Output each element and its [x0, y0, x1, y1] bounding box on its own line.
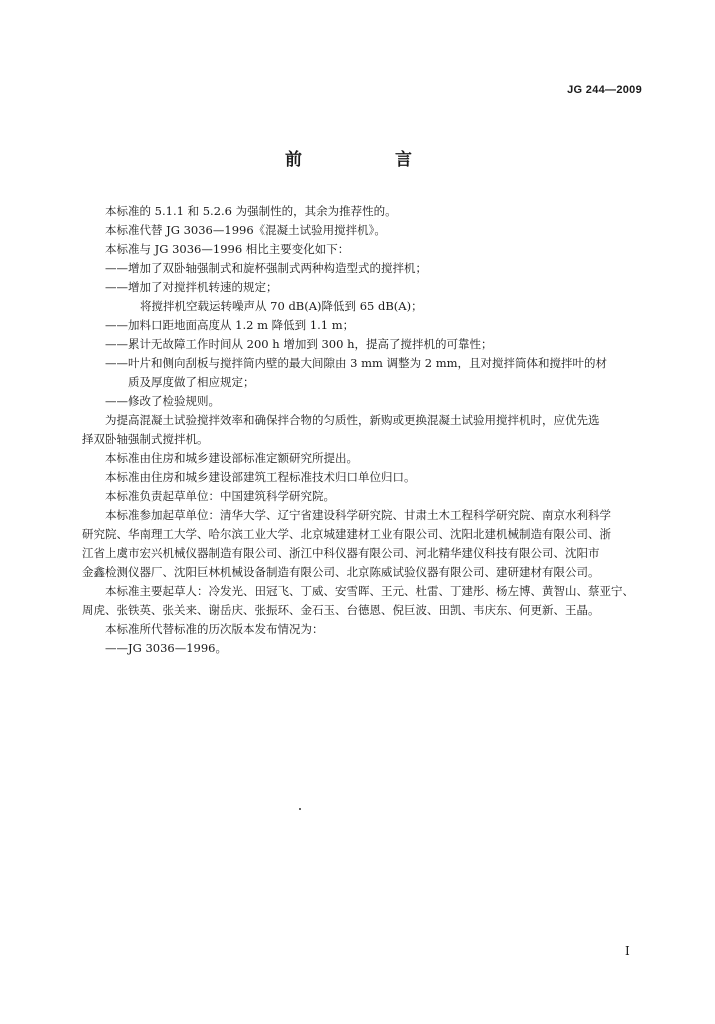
paragraph-participating-units-continuation: 研究院、华南理工大学、哈尔滨工业大学、北京城建建材工业有限公司、沈阳北建机械制造有限公司、浙 [82, 527, 611, 541]
history-item: ——JG 3036—1996。 [105, 641, 227, 655]
page-title: 前 言 [285, 150, 450, 170]
document-body [82, 202, 642, 658]
paragraph-centralized-by: 本标准由住房和城乡建设部建筑工程标准技术归口单位归口。 [105, 470, 416, 484]
standard-code: JG 244—2009 [567, 84, 642, 96]
paragraph-history: 本标准所代替标准的历次版本发布情况为： [105, 622, 324, 636]
paragraph-changes-intro: 本标准与 JG 3036—1996 相比主要变化如下： [105, 242, 350, 256]
paragraph-participating-units: 本标准参加起草单位：清华大学、辽宁省建设科学研究院、甘肃土木工程科学研究院、南京水利科学 [105, 508, 611, 522]
change-item: ——累计无故障工作时间从 200 h 增加到 300 h，提高了搅拌机的可靠性； [105, 337, 493, 351]
paragraph-proposed-by: 本标准由住房和城乡建设部标准定额研究所提出。 [105, 451, 358, 465]
change-item: ——增加了双卧轴强制式和旋杯强制式两种构造型式的搅拌机； [105, 261, 427, 275]
change-item: ——修改了检验规则。 [105, 394, 220, 408]
page-number: I [625, 944, 630, 958]
change-item-continuation: 质及厚度做了相应规定； [128, 375, 255, 389]
change-item: ——加料口距地面高度从 1.2 m 降低到 1.1 m； [105, 318, 355, 332]
paragraph-drafters-continuation: 周虎、张铁英、张关来、谢岳庆、张振环、金石玉、台德恩、倪巨波、田凯、韦庆东、何更新、王晶。 [82, 603, 600, 617]
paragraph-drafting-unit: 本标准负责起草单位：中国建筑科学研究院。 [105, 489, 335, 503]
paragraph-participating-units-continuation: 江省上虞市宏兴机械仪器制造有限公司、浙江中科仪器有限公司、河北精华建仪科技有限公司、沈阳市 [82, 546, 600, 560]
paragraph-recommendation-continuation: 择双卧轴强制式搅拌机。 [82, 432, 209, 446]
change-item: ——叶片和侧向刮板与搅拌筒内壁的最大间隙由 3 mm 调整为 2 mm，且对搅拌筒体和搅拌叶的材 [105, 356, 608, 370]
speck-mark [299, 808, 301, 810]
paragraph-recommendation: 为提高混凝土试验搅拌效率和确保拌合物的匀质性，新购或更换混凝土试验用搅拌机时，应优先选 [105, 413, 600, 427]
change-item-continuation: 将搅拌机空载运转噪声从 70 dB(A)降低到 65 dB(A)； [140, 299, 423, 313]
change-item: ——增加了对搅拌机转速的规定； [105, 280, 278, 294]
paragraph-replaces: 本标准代替 JG 3036—1996《混凝土试验用搅拌机》。 [105, 223, 386, 237]
paragraph-mandatory-clauses: 本标准的 5.1.1 和 5.2.6 为强制性的，其余为推荐性的。 [105, 204, 397, 218]
paragraph-drafters: 本标准主要起草人：冷发光、田冠飞、丁威、安雪晖、王元、杜雷、丁建彤、杨左博、黄智山、蔡亚宁、 [105, 584, 634, 598]
paragraph-participating-units-continuation: 金鑫检测仪器厂、沈阳巨林机械设备制造有限公司、北京陈威试验仪器有限公司、建研建材有限公司。 [82, 565, 600, 579]
